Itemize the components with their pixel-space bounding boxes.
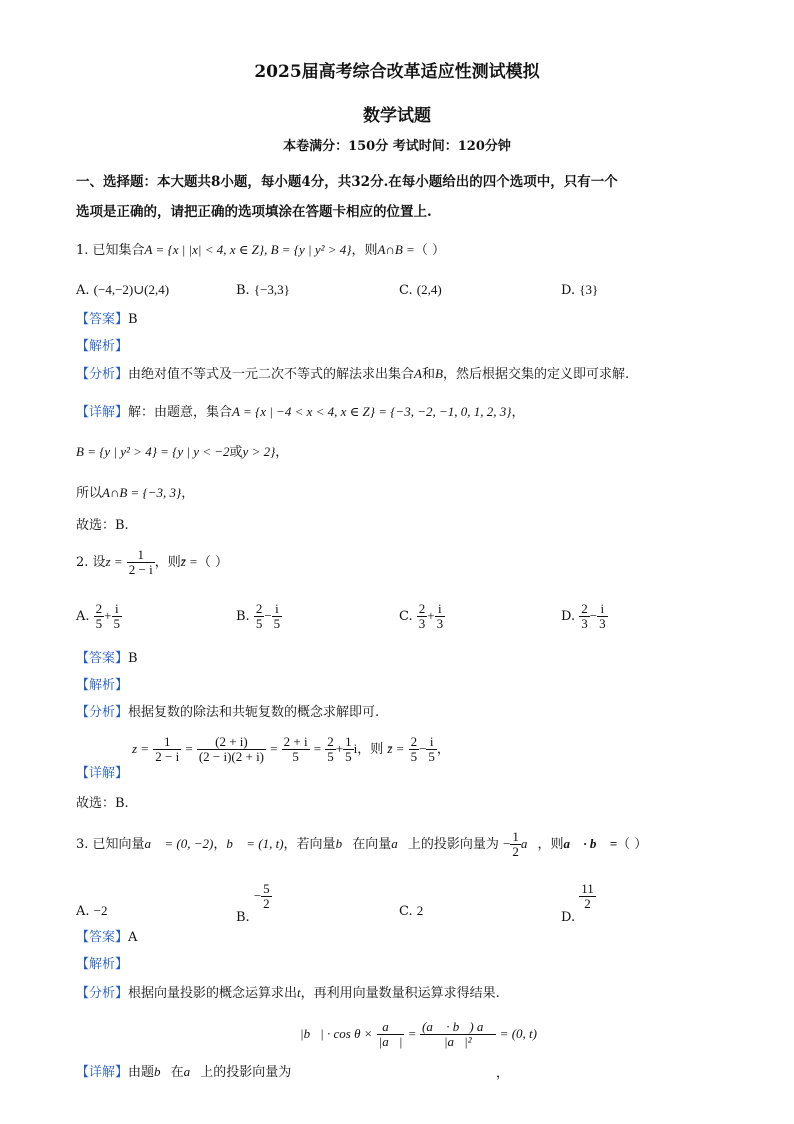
- q1-option-c[interactable]: [399, 282, 442, 299]
- operator: =: [408, 1026, 416, 1041]
- math-symbol: a⃗: [391, 836, 408, 851]
- q3-projection-formula: [300, 1020, 537, 1049]
- denominator: 5: [327, 749, 334, 764]
- analysis-text: 根据向量投影的概念运算求出: [128, 986, 298, 1001]
- punctuation: ，: [511, 405, 525, 420]
- answer-tag: 【答案】: [76, 312, 129, 327]
- numerator: 2: [327, 734, 334, 749]
- fraction: [254, 602, 265, 631]
- punctuation: ，: [275, 445, 289, 460]
- answer-value: A: [128, 930, 138, 945]
- math-symbol: a⃗: [520, 836, 538, 851]
- fraction: [282, 735, 310, 764]
- math-expression: = (0, t): [499, 1026, 537, 1041]
- denominator: (2 − i)(2 + i): [198, 749, 265, 764]
- vector-b-definition: b⃗ = (1, t): [226, 836, 284, 851]
- set-a-definition: A = {x | |x| < 4, x ∈ Z}: [144, 242, 265, 257]
- answer-paren: （ ）: [197, 555, 228, 570]
- detail-text: ，则: [357, 742, 384, 757]
- numerator: i: [112, 602, 123, 617]
- imaginary-unit: i: [353, 741, 358, 756]
- punctuation: ，: [213, 837, 227, 852]
- denominator: 3: [599, 616, 606, 631]
- q3-detail-comma: ，: [496, 1066, 510, 1081]
- fraction: [579, 602, 590, 631]
- answer-paren: （ ）: [414, 243, 445, 258]
- analysis-tag: 【分析】: [76, 705, 129, 720]
- denominator: 5: [428, 749, 435, 764]
- math-expression: z =: [105, 554, 123, 569]
- q1-choose: 故选：B.: [76, 518, 129, 533]
- q3-option-d[interactable]: [561, 881, 596, 925]
- numerator: 1: [127, 548, 155, 563]
- numerator: 1: [512, 829, 519, 844]
- option-label: D.: [561, 609, 576, 624]
- fraction: [325, 735, 336, 764]
- denominator: |a⃗|: [378, 1034, 403, 1049]
- stem-text: 上的投影向量为: [407, 837, 499, 852]
- q3-option-a[interactable]: [76, 903, 108, 920]
- q2-answer: [76, 651, 138, 667]
- intersection-expression: A∩B =: [377, 242, 415, 257]
- question-2-stem: [76, 548, 228, 577]
- q2-option-a[interactable]: [76, 602, 122, 631]
- answer-value: B: [128, 651, 138, 666]
- fraction: [417, 602, 428, 631]
- q3-answer: [76, 930, 137, 946]
- fraction: [197, 735, 266, 764]
- numerator: 2 + i: [283, 734, 308, 749]
- option-value: 2: [416, 903, 424, 918]
- denominator: 5: [255, 616, 263, 631]
- fraction: [127, 548, 155, 577]
- numerator: 11: [581, 881, 594, 896]
- stem-text: 在向量: [352, 837, 392, 852]
- answer-paren: （ ）: [617, 837, 648, 852]
- math-expression: z̄ =: [387, 741, 405, 756]
- operator: +: [104, 608, 112, 623]
- option-label: A.: [76, 283, 90, 298]
- q1-answer: [76, 312, 138, 328]
- analysis-text: ，然后根据交集的定义即可求解.: [442, 367, 630, 382]
- q1-option-b[interactable]: [236, 282, 290, 299]
- question-1-stem: [76, 242, 445, 259]
- answer-value: B: [128, 312, 138, 327]
- fraction: [435, 602, 446, 631]
- detail-text: 在: [170, 1065, 184, 1080]
- numerator: 2: [581, 601, 588, 616]
- q1-detail-line1: [76, 404, 524, 421]
- numerator: 1: [345, 734, 352, 749]
- detail-tag: 【详解】: [76, 1065, 129, 1080]
- operator: −: [502, 836, 511, 851]
- q1-detail-line2: [76, 444, 288, 461]
- answer-tag: 【答案】: [76, 651, 129, 666]
- fraction: [409, 735, 420, 764]
- fraction: [261, 882, 272, 911]
- math-expression: y > 2}: [242, 444, 276, 459]
- denominator: 2: [512, 844, 519, 859]
- math-symbol: B: [435, 366, 443, 381]
- fraction: [597, 602, 608, 631]
- math-expression: A∩B = {−3, 3}: [102, 485, 182, 500]
- operator: −: [253, 888, 262, 903]
- analysis-text: 由绝对值不等式及一元二次不等式的解法求出集合: [128, 367, 415, 382]
- numerator: 5: [263, 881, 270, 896]
- punctuation: ，: [181, 486, 195, 501]
- detail-text: 或: [229, 445, 243, 460]
- detail-text: 上的投影向量为: [200, 1065, 292, 1080]
- question-1-number: 1. 已知集合: [76, 243, 145, 258]
- operator: =: [313, 741, 322, 756]
- exam-info: 本卷满分：150分 考试时间：120分钟: [283, 139, 511, 154]
- q2-option-d[interactable]: [561, 602, 608, 631]
- denominator: 5: [95, 616, 103, 631]
- math-expression: A = {x | −4 < x < 4, x ∈ Z} = {−3, −2, −1, 0, 1, 2, 3}: [232, 404, 512, 419]
- q2-jiexi-tag: 【解析】: [76, 678, 129, 693]
- fraction: [510, 830, 521, 859]
- q3-detail-line: [76, 1064, 291, 1081]
- q1-detail-line3: [76, 485, 194, 502]
- math-symbol: a⃗: [183, 1064, 201, 1079]
- numerator: i: [426, 735, 437, 750]
- section-heading-line2: 选项是正确的，请把正确的选项填涂在答题卡相应的位置上.: [76, 204, 432, 220]
- q2-detail-tag: 【详解】: [76, 766, 129, 781]
- operator: +: [335, 741, 344, 756]
- question-3-stem: [76, 830, 647, 859]
- operator: −: [419, 741, 427, 756]
- denominator: 3: [418, 616, 426, 631]
- option-value: {3}: [579, 282, 599, 297]
- denominator: 5: [113, 616, 121, 631]
- option-value: (−4,−2)∪(2,4): [93, 282, 170, 297]
- denominator: |a⃗|²: [443, 1034, 472, 1049]
- operator: =: [185, 741, 193, 756]
- analysis-tag: 【分析】: [76, 367, 129, 382]
- numerator: i: [597, 602, 608, 617]
- denominator: 5: [345, 749, 352, 764]
- option-label: B.: [236, 283, 250, 298]
- option-value: {−3,3}: [253, 282, 290, 297]
- q2-option-b[interactable]: [236, 602, 282, 631]
- q2-choose: 故选：B.: [76, 796, 129, 811]
- numerator: 2: [418, 601, 426, 616]
- denominator: 2 − i: [155, 749, 180, 764]
- denominator: 2: [263, 896, 270, 911]
- operator: =: [270, 741, 278, 756]
- analysis-text: 和: [421, 367, 435, 382]
- page-subtitle: 数学试题: [363, 106, 431, 126]
- option-value: (2,4): [416, 282, 442, 297]
- vector-a-definition: a⃗ = (0, −2): [144, 836, 214, 851]
- operator: +: [427, 608, 435, 623]
- answer-tag: 【答案】: [76, 930, 129, 945]
- dot-product-expression: a⃗ · b⃗ =: [563, 836, 618, 851]
- fraction: [112, 602, 123, 631]
- question-2-number: 2. 设: [76, 555, 106, 570]
- math-expression: |b⃗| · cos θ ×: [300, 1026, 373, 1041]
- q1-option-a[interactable]: [76, 282, 169, 299]
- q1-jiexi-tag: 【解析】: [76, 339, 129, 354]
- denominator: 3: [581, 616, 588, 631]
- fraction: [426, 735, 437, 764]
- denominator: 5: [273, 616, 281, 631]
- q3-option-b[interactable]: [236, 881, 272, 925]
- detail-tag: 【详解】: [76, 405, 129, 420]
- operator: −: [264, 608, 272, 623]
- set-b-definition: , B = {y | y² > 4}: [264, 242, 352, 257]
- q3-analysis: [76, 985, 500, 1002]
- punctuation: ，: [436, 742, 450, 757]
- math-symbol: A: [414, 366, 422, 381]
- stem-text: ，若向量: [283, 837, 336, 852]
- page-title: 2025届高考综合改革适应性测试模拟: [254, 62, 540, 82]
- option-label: D.: [561, 283, 576, 298]
- fraction: [377, 1020, 405, 1049]
- math-expression: B = {y | y² > 4} = {y | y < −2: [76, 444, 230, 459]
- numerator: (2 + i): [197, 735, 266, 750]
- section-heading-line1: 一、选择题：本大题共8小题，每小题4分，共32分.在每小题给出的四个选项中，只有一个: [76, 174, 618, 190]
- math-expression: z̄ =: [180, 554, 198, 569]
- analysis-tag: 【分析】: [76, 986, 129, 1001]
- option-label: C.: [399, 283, 413, 298]
- option-label: C.: [399, 609, 413, 624]
- fraction: [272, 602, 283, 631]
- fraction: [94, 602, 105, 631]
- math-expression: z =: [132, 741, 150, 756]
- option-label: B.: [236, 609, 250, 624]
- numerator: 2: [255, 601, 263, 616]
- operator: −: [589, 608, 598, 623]
- fraction: [343, 735, 354, 764]
- q3-jiexi-tag: 【解析】: [76, 957, 129, 972]
- detail-text: 所以: [76, 486, 103, 501]
- option-label: D.: [561, 910, 576, 925]
- analysis-text: ，再利用向量数量积运算求得结果.: [300, 986, 500, 1001]
- denominator: 2: [584, 896, 591, 911]
- math-symbol: b⃗: [154, 1064, 171, 1079]
- numerator: 2: [95, 601, 103, 616]
- detail-text: 解：由题意，集合: [128, 405, 233, 420]
- option-label: A.: [76, 904, 90, 919]
- q2-option-c[interactable]: [399, 602, 445, 631]
- option-label: C.: [399, 904, 413, 919]
- q2-detail-equation: [132, 735, 450, 764]
- numerator: (a⃗ · b⃗) a⃗: [422, 1019, 494, 1034]
- detail-text: 由题: [128, 1065, 155, 1080]
- q1-analysis: [76, 366, 629, 383]
- analysis-text: 根据复数的除法和共轭复数的概念求解即可.: [128, 705, 380, 720]
- option-value: −2: [93, 903, 108, 918]
- q1-option-d[interactable]: [561, 282, 598, 299]
- math-symbol: b⃗: [335, 836, 353, 851]
- numerator: i: [272, 602, 283, 617]
- q2-analysis: [76, 705, 379, 721]
- numerator: 2: [410, 734, 418, 749]
- question-3-number: 3. 已知向量: [76, 837, 145, 852]
- option-label: B.: [236, 910, 250, 925]
- q3-option-c[interactable]: [399, 903, 423, 920]
- denominator: 5: [292, 749, 299, 764]
- denominator: 3: [436, 616, 444, 631]
- numerator: 1: [153, 735, 181, 750]
- numerator: i: [435, 602, 446, 617]
- stem-connector: ，则: [154, 555, 181, 570]
- stem-connector: ，则: [351, 243, 378, 258]
- fraction: [420, 1020, 496, 1049]
- stem-text: ，则: [537, 837, 564, 852]
- numerator: a⃗: [377, 1020, 405, 1035]
- option-label: A.: [76, 609, 90, 624]
- fraction: [153, 735, 181, 764]
- math-symbol: t: [297, 985, 301, 1000]
- denominator: 2 − i: [128, 562, 153, 577]
- fraction: [579, 882, 596, 911]
- denominator: 5: [410, 749, 418, 764]
